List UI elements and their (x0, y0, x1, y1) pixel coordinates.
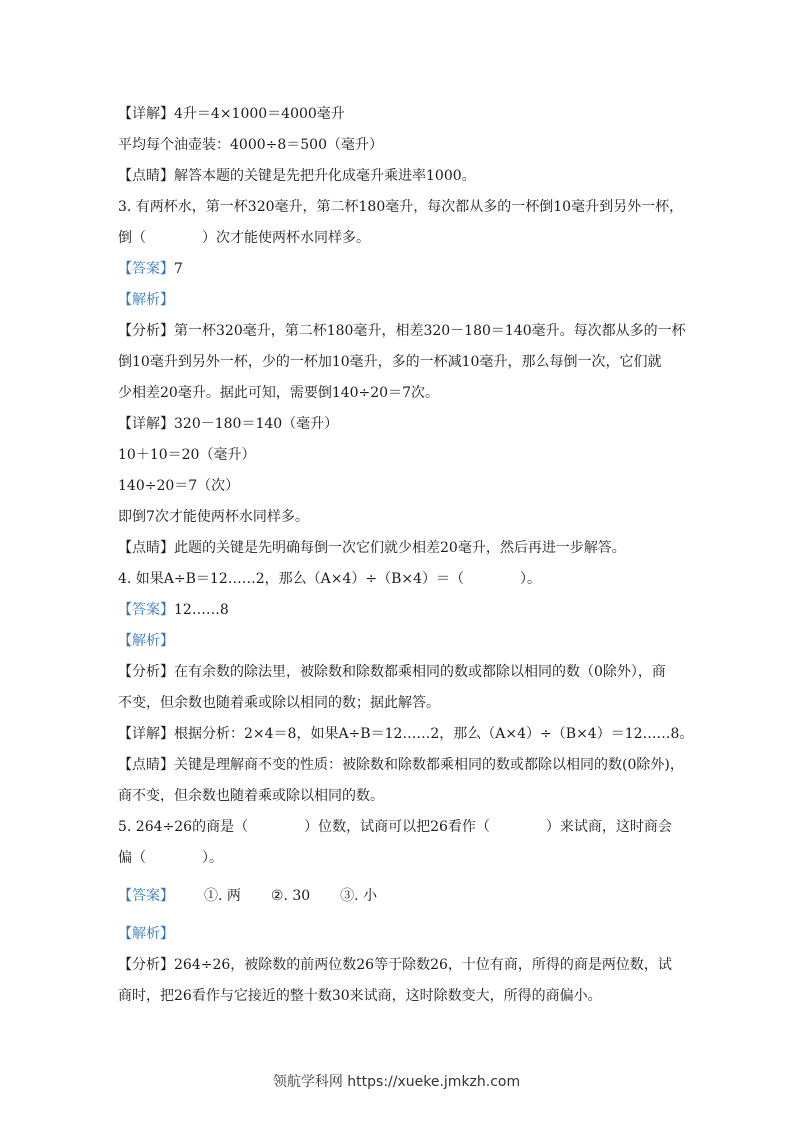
text-line: 不变，但余数也随着乘或除以相同的数；据此解答。 (118, 695, 440, 711)
question-5-cont: 偏（ ）。 (118, 850, 223, 866)
text-line: 即倒7次才能使两杯水同样多。 (118, 509, 309, 525)
answer-value-3: ③. 小 (340, 888, 378, 904)
analysis-heading: 【解析】 (118, 633, 174, 649)
answer-tag: 【答案】 (118, 261, 174, 277)
answer-line-q4 (118, 601, 229, 619)
detail-line-q2: 【详解】4升＝4×1000＝4000毫升 (118, 106, 345, 122)
answer-value-2: ②. 30 (270, 888, 311, 904)
question-3: 3. 有两杯水，第一杯320毫升，第二杯180毫升，每次都从多的一杯倒10毫升到另外一杯， (118, 199, 684, 215)
remark-line: 【点睛】此题的关键是先明确每倒一次它们就少相差20毫升，然后再进一步解答。 (118, 540, 626, 556)
analysis-heading: 【解析】 (118, 292, 174, 308)
answer-line-q5 (118, 887, 377, 905)
analysis-heading: 【解析】 (118, 926, 174, 942)
analysis-line: 【分析】第一杯320毫升，第二杯180毫升，相差320－180＝140毫升。每次都从多的一杯 (118, 323, 686, 339)
remark-line-q2: 【点睛】解答本题的关键是先把升化成毫升乘进率1000。 (118, 168, 476, 184)
answer-line-q3 (118, 260, 183, 278)
detail-line: 【详解】根据分析：2×4＝8，如果A÷B＝12……2，那么（A×4）÷（B×4）＝12……8。 (118, 726, 694, 742)
analysis-line: 【分析】264÷26，被除数的前两位数26等于除数26，十位有商，所得的商是两位数，试 (118, 957, 672, 973)
analysis-line: 【分析】在有余数的除法里，被除数和除数都乘相同的数或都除以相同的数（0除外），商 (118, 664, 666, 680)
detail-line: 【详解】320－180＝140（毫升） (118, 416, 339, 432)
text-line: 平均每个油壶装：4000÷8＝500（毫升） (118, 137, 383, 153)
answer-value: 12……8 (174, 602, 229, 618)
text-line: 商时，把26看作与它接近的整十数30来试商，这时除数变大，所得的商偏小。 (118, 988, 602, 1004)
question-5: 5. 264÷26的商是（ ）位数，试商可以把26看作（ ）来试商，这时商会 (118, 819, 672, 835)
answer-tag: 【答案】 (118, 602, 174, 618)
text-line: 10＋10＝20（毫升） (118, 447, 256, 463)
text-line: 商不变，但余数也随着乘或除以相同的数。 (118, 788, 384, 804)
answer-tag: 【答案】 (118, 888, 174, 904)
answer-value: 7 (174, 261, 183, 277)
text-line: 140÷20＝7（次） (118, 478, 240, 494)
footer-watermark: 领航学科网 https://xueke.jmkzh.com (272, 1074, 521, 1090)
text-line: 少相差20毫升。据此可知，需要倒140÷20＝7次。 (118, 385, 439, 401)
question-3-cont: 倒（ ）次才能使两杯水同样多。 (118, 230, 370, 246)
question-4: 4. 如果A÷B＝12……2，那么（A×4）÷（B×4）＝（ ）。 (118, 571, 542, 587)
answer-value-1: ①. 两 (204, 888, 241, 904)
text-line: 倒10毫升到另外一杯，少的一杯加10毫升，多的一杯减10毫升，那么每倒一次，它们就 (118, 354, 662, 370)
remark-line: 【点睛】关键是理解商不变的性质：被除数和除数都乘相同的数或都除以相同的数(0除外)， (118, 757, 684, 773)
